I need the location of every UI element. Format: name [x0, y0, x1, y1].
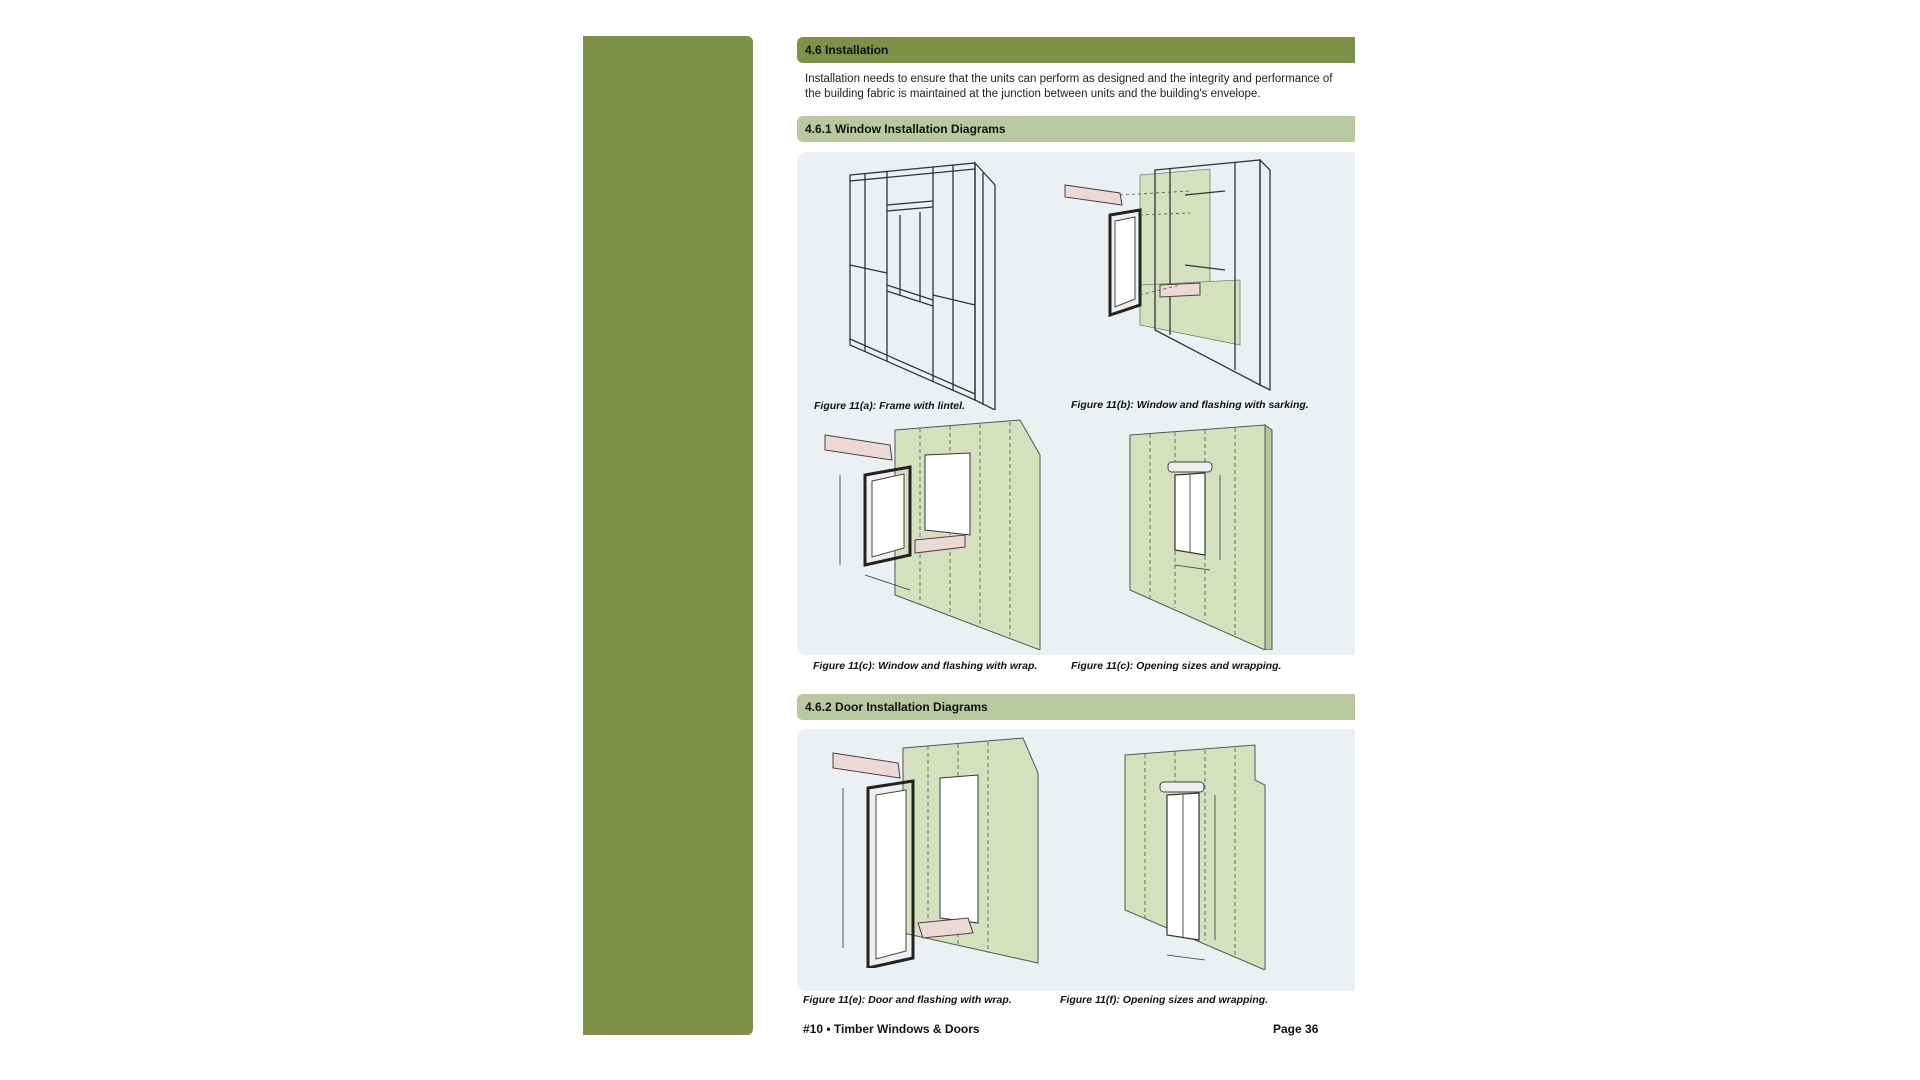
green-sidebar — [583, 36, 753, 1035]
figure-window-flashing-wrap — [820, 415, 1045, 650]
figure-caption: Figure 11(b): Window and flashing with sarking. — [1071, 399, 1309, 411]
figure-caption: Figure 11(e): Door and flashing with wrap. — [803, 994, 1012, 1006]
section-header-door-diagrams: 4.6.2 Door Installation Diagrams — [797, 694, 1355, 720]
figure-caption: Figure 11(c): Window and flashing with wrap. — [813, 660, 1038, 672]
footer-document-title: #10 • Timber Windows & Doors — [803, 1022, 980, 1036]
figure-caption: Figure 11(a): Frame with lintel. — [814, 400, 965, 412]
section-header-window-diagrams: 4.6.1 Window Installation Diagrams — [797, 116, 1355, 142]
figure-caption: Figure 11(c): Opening sizes and wrapping. — [1071, 660, 1282, 672]
footer-page-number: Page 36 — [1273, 1022, 1319, 1036]
figure-frame-with-lintel — [835, 155, 1015, 410]
figure-door-flashing-wrap — [828, 733, 1048, 968]
intro-paragraph: Installation needs to ensure that the units can perform as designed and the integrity and performance of the building fabric is maintained at the junction between units and the building's envelope. — [805, 73, 1333, 100]
section-header-installation: 4.6 Installation — [797, 37, 1355, 63]
figure-door-opening-sizes — [1115, 740, 1275, 970]
figure-caption: Figure 11(f): Opening sizes and wrapping. — [1060, 994, 1269, 1006]
figure-window-opening-sizes — [1120, 420, 1280, 650]
figure-window-flashing-sarking — [1060, 155, 1280, 395]
